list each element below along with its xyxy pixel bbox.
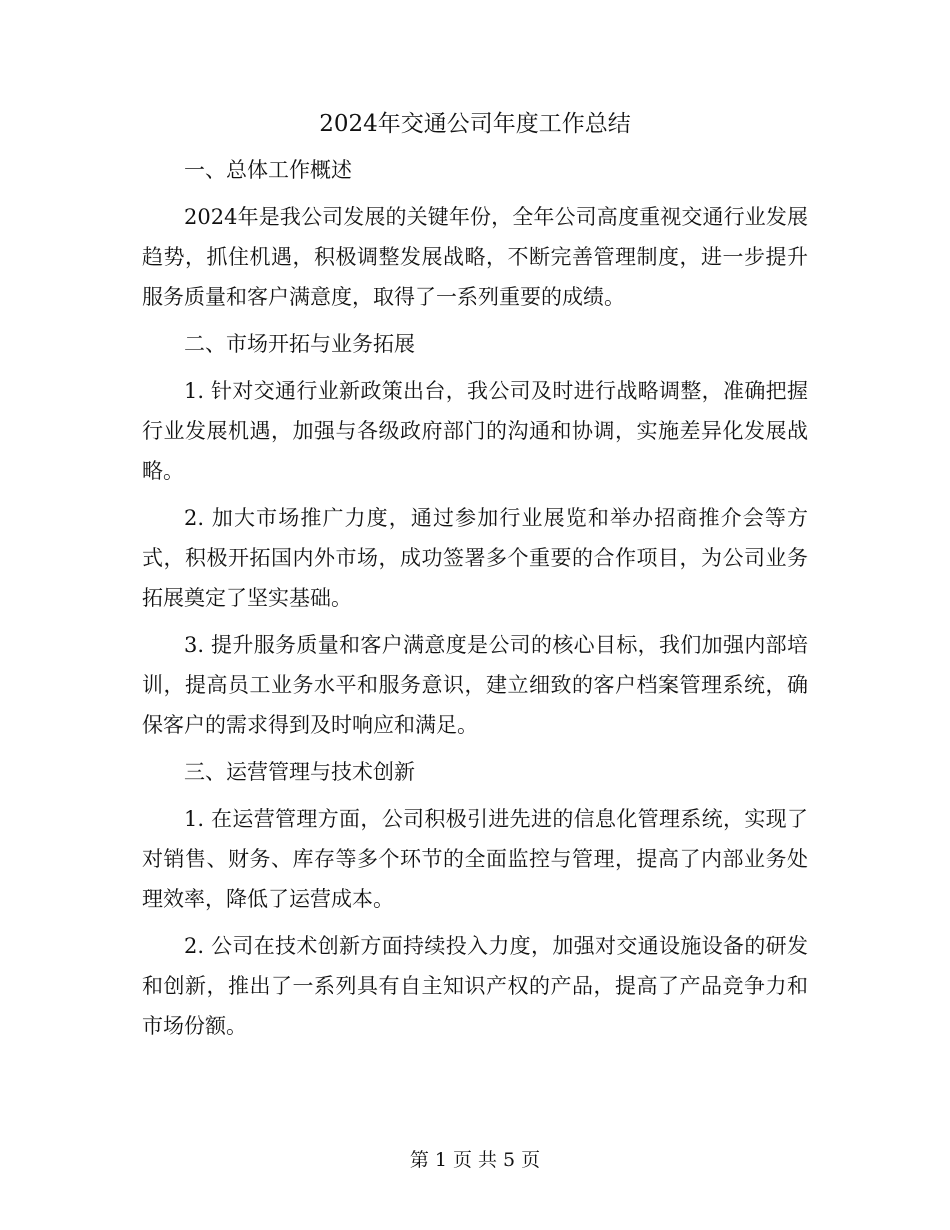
section-heading-operations: 三、运营管理与技术创新 xyxy=(184,760,415,784)
paragraph-overview: 2024年是我公司发展的关键年份，全年公司高度重视交通行业发展趋势，抓住机遇，积极调整发展战略，不断完善管理制度，进一步提升服务质量和客户满意度，取得了一系列重要的成绩。 xyxy=(142,205,808,309)
paragraph-market-3: 3. 提升服务质量和客户满意度是公司的核心目标，我们加强内部培训，提高员工业务水平和服务意识，建立细致的客户档案管理系统，确保客户的需求得到及时响应和满足。 xyxy=(142,633,808,737)
document-title: 2024年交通公司年度工作总结 xyxy=(319,111,631,137)
page-number-footer: 第 1 页 共 5 页 xyxy=(409,1149,541,1171)
paragraph-market-1: 1. 针对交通行业新政策出台，我公司及时进行战略调整，准确把握行业发展机遇，加强与各级政府部门的沟通和协调，实施差异化发展战略。 xyxy=(142,379,808,483)
section-heading-market: 二、市场开拓与业务拓展 xyxy=(184,332,415,356)
document-body xyxy=(142,106,808,1053)
section-heading-overview: 一、总体工作概述 xyxy=(184,158,352,182)
paragraph-market-2: 2. 加大市场推广力度，通过参加行业展览和举办招商推介会等方式，积极开拓国内外市场，成功签署多个重要的合作项目，为公司业务拓展奠定了坚实基础。 xyxy=(142,506,808,610)
paragraph-operations-1: 1. 在运营管理方面，公司积极引进先进的信息化管理系统，实现了对销售、财务、库存等多个环节的全面监控与管理，提高了内部业务处理效率，降低了运营成本。 xyxy=(142,807,808,911)
paragraph-operations-2: 2. 公司在技术创新方面持续投入力度，加强对交通设施设备的研发和创新，推出了一系列具有自主知识产权的产品，提高了产品竞争力和市场份额。 xyxy=(142,934,808,1038)
